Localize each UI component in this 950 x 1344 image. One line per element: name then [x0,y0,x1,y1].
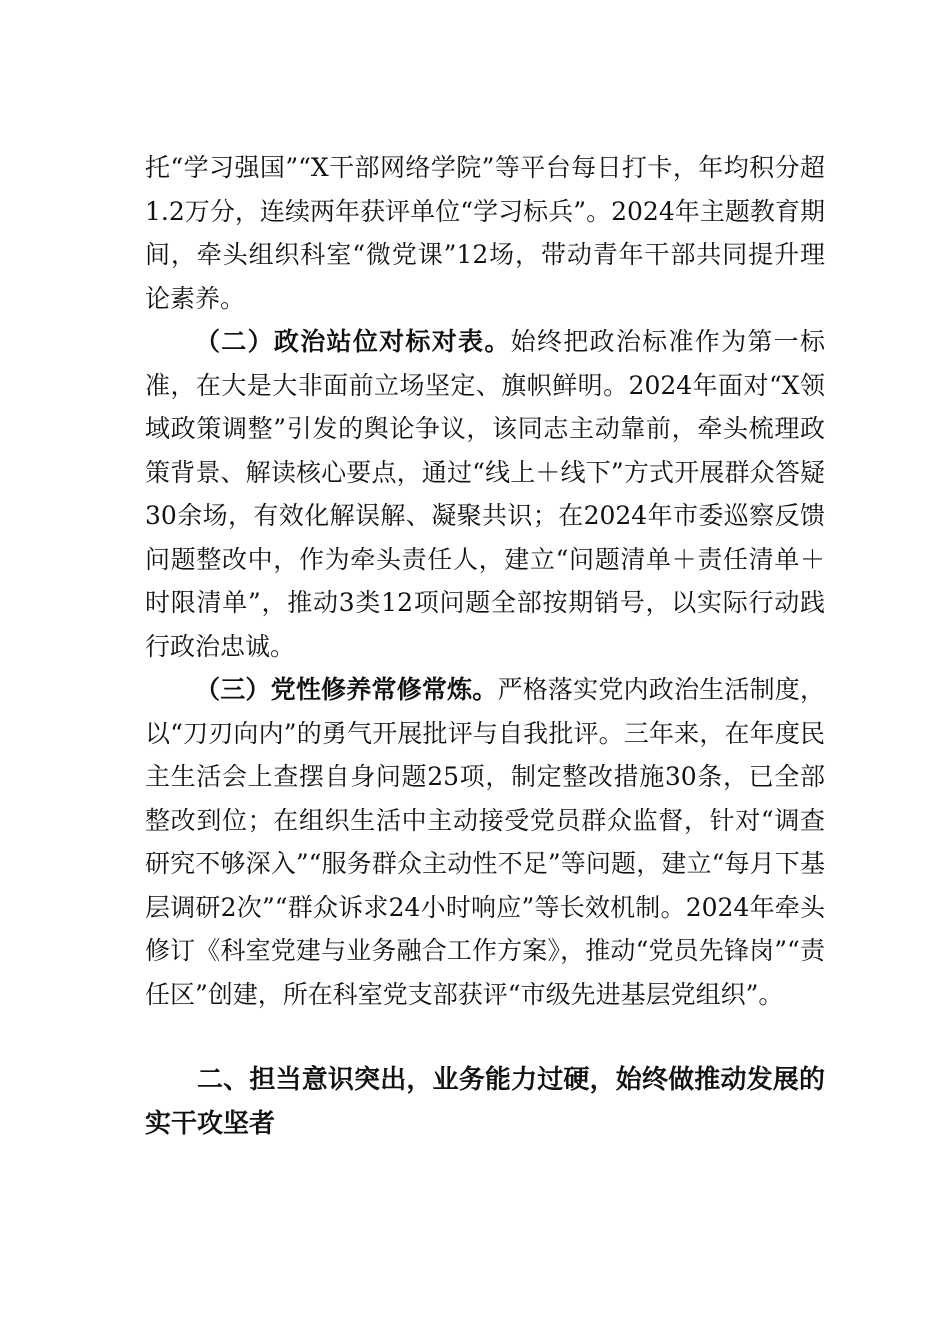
paragraph-party-spirit-text: 严格落实党内政治生活制度，以“刀刃向内”的勇气开展批评与自我批评。三年来，在年度民主生活会上查摆自身问题25项，制定整改措施30条，已全部整改到位；在组织生活中主动接受党员群众监督，针对“调查研究不够深入”“服务群众主动性不足”等问题，建立“每月下基层调研2次”“群众诉求24小时响应”等长效机制。2024年牵头修订《科室党建与业务融合工作方案》，推动“党员先锋岗”“责任区”创建，所在科室党支部获评“市级先进基层党组织”。 [145,675,825,1009]
paragraph-political-stance-text: 始终把政治标准作为第一标准，在大是大非面前立场坚定、旗帜鲜明。2024年面对“X领域政策调整”引发的舆论争议，该同志主动靠前，牵头梳理政策背景、解读核心要点，通过“线上＋线下”方式开展群众答疑30余场，有效化解误解、凝聚共识；在2024年市委巡察反馈问题整改中，作为牵头责任人，建立“问题清单＋责任清单＋时限清单”，推动3类12项问题全部按期销号，以实际行动践行政治忠诚。 [145,327,825,661]
paragraph-party-spirit-lead: （三）党性修养常修常炼。 [195,675,498,704]
paragraph-party-spirit [145,668,825,1016]
section-heading-2-text: 二、担当意识突出，业务能力过硬，始终做推动发展的实干攻坚者 [145,1065,825,1139]
paragraph-learning [145,146,825,320]
paragraph-learning-text: 托“学习强国”“X干部网络学院”等平台每日打卡，年均积分超1.2万分，连续两年获评单位“学习标兵”。2024年主题教育期间，牵头组织科室“微党课”12场，带动青年干部共同提升理论素养。 [145,153,825,313]
paragraph-political-stance-lead: （二）政治站位对标对表。 [195,327,511,356]
paragraph-political-stance [145,320,825,668]
section-heading-2 [145,1059,825,1146]
